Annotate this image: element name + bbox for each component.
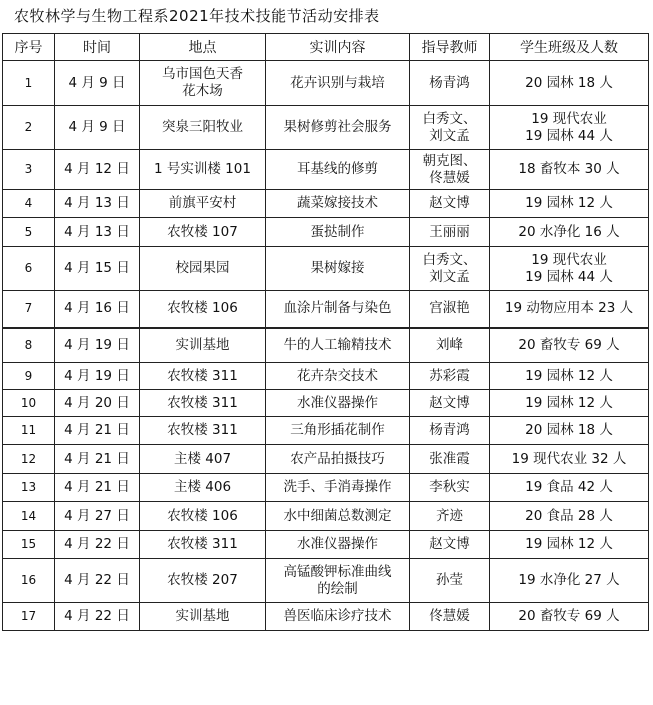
cell-no: 15 — [3, 531, 55, 559]
cell-date: 4 月 16 日 — [55, 291, 140, 328]
cell-content: 果树修剪社会服务 — [266, 106, 410, 150]
cell-students: 20 园林 18 人 — [490, 61, 649, 106]
cell-date: 4 月 13 日 — [55, 190, 140, 218]
cell-no: 17 — [3, 603, 55, 631]
cell-place: 农牧楼 106 — [140, 291, 266, 328]
cell-place: 校园果园 — [140, 247, 266, 291]
cell-teacher: 赵文博 — [410, 531, 490, 559]
header-students: 学生班级及人数 — [490, 34, 649, 61]
cell-teacher: 佟慧媛 — [410, 603, 490, 631]
cell-teacher: 白秀文、 刘文孟 — [410, 106, 490, 150]
cell-date: 4 月 9 日 — [55, 61, 140, 106]
cell-date: 4 月 27 日 — [55, 502, 140, 531]
cell-content: 花卉识别与栽培 — [266, 61, 410, 106]
cell-students: 20 畜牧专 69 人 — [490, 328, 649, 363]
header-place: 地点 — [140, 34, 266, 61]
cell-place: 实训基地 — [140, 328, 266, 363]
table-row — [3, 502, 649, 531]
cell-place: 农牧楼 311 — [140, 417, 266, 445]
cell-place: 农牧楼 106 — [140, 502, 266, 531]
cell-place: 1 号实训楼 101 — [140, 150, 266, 190]
cell-date: 4 月 21 日 — [55, 417, 140, 445]
cell-no: 7 — [3, 291, 55, 328]
cell-no: 6 — [3, 247, 55, 291]
cell-no: 13 — [3, 474, 55, 502]
cell-content: 血涂片制备与染色 — [266, 291, 410, 328]
cell-content: 蔬菜嫁接技术 — [266, 190, 410, 218]
cell-date: 4 月 21 日 — [55, 445, 140, 474]
table-row — [3, 445, 649, 474]
cell-teacher: 杨青鸿 — [410, 61, 490, 106]
cell-students: 19 园林 12 人 — [490, 531, 649, 559]
page-title: 农牧林学与生物工程系2021年技术技能节活动安排表 — [14, 7, 380, 25]
cell-place: 突泉三阳牧业 — [140, 106, 266, 150]
cell-students: 20 园林 18 人 — [490, 417, 649, 445]
cell-content: 高锰酸钾标准曲线 的绘制 — [266, 559, 410, 603]
cell-students: 20 畜牧专 69 人 — [490, 603, 649, 631]
cell-date: 4 月 13 日 — [55, 218, 140, 247]
cell-date: 4 月 21 日 — [55, 474, 140, 502]
cell-place: 前旗平安村 — [140, 190, 266, 218]
cell-no: 3 — [3, 150, 55, 190]
activity-schedule-table — [2, 33, 649, 631]
cell-no: 14 — [3, 502, 55, 531]
cell-place: 乌市国色天香 花木场 — [140, 61, 266, 106]
table-row — [3, 559, 649, 603]
cell-place: 农牧楼 207 — [140, 559, 266, 603]
cell-students: 19 现代农业 19 园林 44 人 — [490, 247, 649, 291]
cell-content: 牛的人工输精技术 — [266, 328, 410, 363]
cell-place: 农牧楼 107 — [140, 218, 266, 247]
cell-teacher: 齐迹 — [410, 502, 490, 531]
cell-teacher: 赵文博 — [410, 390, 490, 417]
cell-content: 水准仪器操作 — [266, 531, 410, 559]
cell-date: 4 月 9 日 — [55, 106, 140, 150]
cell-students: 19 现代农业 32 人 — [490, 445, 649, 474]
cell-date: 4 月 12 日 — [55, 150, 140, 190]
cell-no: 1 — [3, 61, 55, 106]
cell-no: 9 — [3, 363, 55, 390]
table-row — [3, 328, 649, 363]
table-row — [3, 390, 649, 417]
table-row — [3, 291, 649, 328]
cell-teacher: 宫淑艳 — [410, 291, 490, 328]
cell-no: 4 — [3, 190, 55, 218]
cell-students: 19 食品 42 人 — [490, 474, 649, 502]
cell-teacher: 朝克图、 佟慧媛 — [410, 150, 490, 190]
cell-date: 4 月 20 日 — [55, 390, 140, 417]
cell-place: 主楼 406 — [140, 474, 266, 502]
cell-no: 12 — [3, 445, 55, 474]
cell-teacher: 李秋实 — [410, 474, 490, 502]
header-no: 序号 — [3, 34, 55, 61]
cell-date: 4 月 19 日 — [55, 328, 140, 363]
cell-students: 19 园林 12 人 — [490, 190, 649, 218]
cell-teacher: 白秀文、 刘文孟 — [410, 247, 490, 291]
cell-place: 主楼 407 — [140, 445, 266, 474]
cell-teacher: 张准霞 — [410, 445, 490, 474]
cell-content: 果树嫁接 — [266, 247, 410, 291]
cell-teacher: 刘峰 — [410, 328, 490, 363]
cell-students: 20 水净化 16 人 — [490, 218, 649, 247]
cell-no: 2 — [3, 106, 55, 150]
cell-place: 农牧楼 311 — [140, 531, 266, 559]
header-date: 时间 — [55, 34, 140, 61]
cell-students: 20 食品 28 人 — [490, 502, 649, 531]
cell-students: 19 动物应用本 23 人 — [490, 291, 649, 328]
table-row — [3, 106, 649, 150]
cell-no: 10 — [3, 390, 55, 417]
cell-teacher: 王丽丽 — [410, 218, 490, 247]
cell-content: 耳基线的修剪 — [266, 150, 410, 190]
cell-content: 水准仪器操作 — [266, 390, 410, 417]
cell-content: 洗手、手消毒操作 — [266, 474, 410, 502]
cell-date: 4 月 19 日 — [55, 363, 140, 390]
table-row — [3, 474, 649, 502]
cell-students: 19 园林 12 人 — [490, 390, 649, 417]
table-row — [3, 218, 649, 247]
cell-teacher: 赵文博 — [410, 190, 490, 218]
cell-teacher: 苏彩霞 — [410, 363, 490, 390]
table-row — [3, 603, 649, 631]
cell-date: 4 月 22 日 — [55, 559, 140, 603]
cell-date: 4 月 15 日 — [55, 247, 140, 291]
cell-no: 5 — [3, 218, 55, 247]
cell-content: 农产品拍摄技巧 — [266, 445, 410, 474]
table-row — [3, 247, 649, 291]
cell-students: 19 园林 12 人 — [490, 363, 649, 390]
table-row — [3, 61, 649, 106]
cell-no: 8 — [3, 328, 55, 363]
header-content: 实训内容 — [266, 34, 410, 61]
table-row — [3, 190, 649, 218]
cell-content: 三角形插花制作 — [266, 417, 410, 445]
header-teacher: 指导教师 — [410, 34, 490, 61]
cell-place: 农牧楼 311 — [140, 390, 266, 417]
table-row — [3, 417, 649, 445]
cell-students: 19 水净化 27 人 — [490, 559, 649, 603]
cell-date: 4 月 22 日 — [55, 531, 140, 559]
cell-content: 水中细菌总数测定 — [266, 502, 410, 531]
table-row — [3, 531, 649, 559]
cell-students: 19 现代农业 19 园林 44 人 — [490, 106, 649, 150]
cell-place: 实训基地 — [140, 603, 266, 631]
cell-date: 4 月 22 日 — [55, 603, 140, 631]
cell-place: 农牧楼 311 — [140, 363, 266, 390]
table-row — [3, 363, 649, 390]
table-body — [3, 61, 649, 631]
table-row — [3, 150, 649, 190]
cell-teacher: 孙莹 — [410, 559, 490, 603]
cell-students: 18 畜牧本 30 人 — [490, 150, 649, 190]
cell-no: 16 — [3, 559, 55, 603]
cell-content: 兽医临床诊疗技术 — [266, 603, 410, 631]
cell-content: 花卉杂交技术 — [266, 363, 410, 390]
table-header-row — [3, 34, 649, 61]
cell-content: 蛋挞制作 — [266, 218, 410, 247]
cell-teacher: 杨青鸿 — [410, 417, 490, 445]
cell-no: 11 — [3, 417, 55, 445]
